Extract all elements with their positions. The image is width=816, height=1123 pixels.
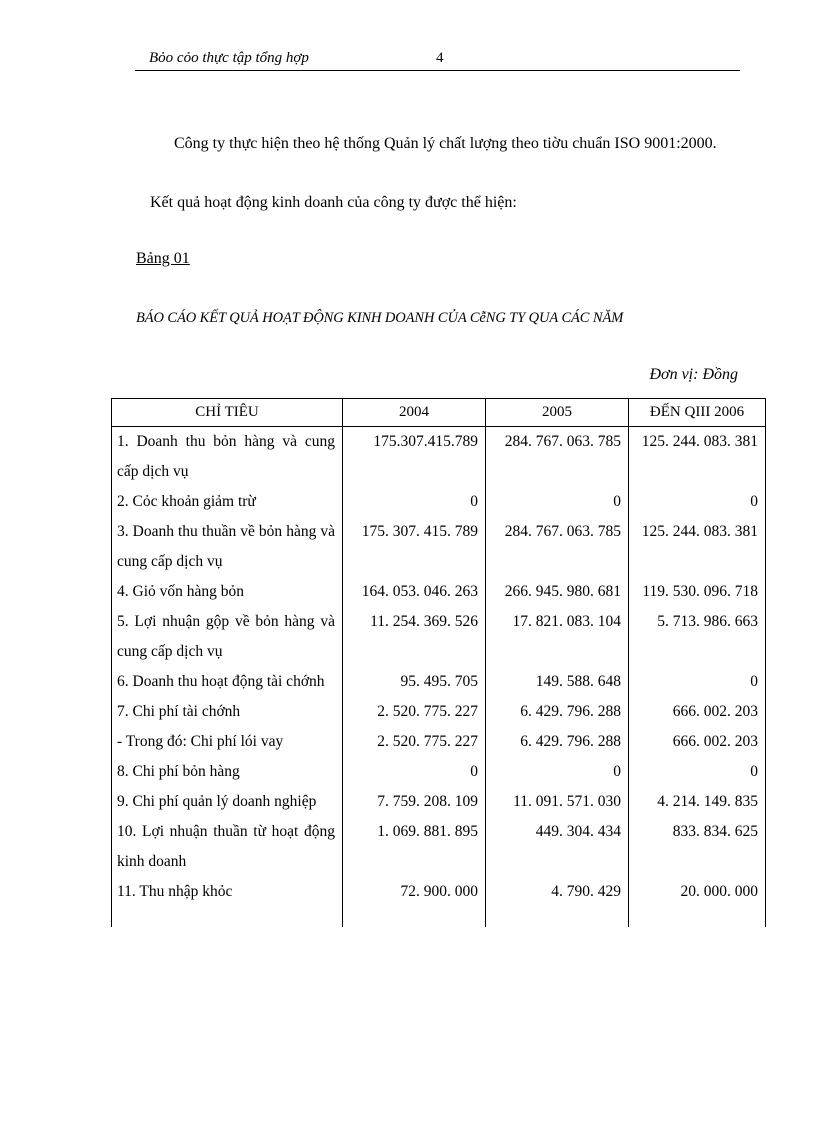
paragraph-iso: Công ty thực hiện theo hệ thống Quản lý chất lượng theo tiờu chuẩn ISO 9001:2000. — [174, 135, 717, 152]
value-2005: 266. 945. 980. 681 — [486, 577, 629, 607]
row-label: 10. Lợi nhuận thuần từ hoạt động kinh doanh — [112, 817, 343, 877]
value-2004: 2. 520. 775. 227 — [343, 697, 486, 727]
table-row — [112, 607, 766, 667]
unit-label: Đơn vị: Đồng — [649, 366, 738, 383]
value-2005: 6. 429. 796. 288 — [486, 697, 629, 727]
empty-cell — [343, 907, 486, 927]
row-label: 11. Thu nhập khỏc — [112, 877, 343, 907]
value-2004: 175. 307. 415. 789 — [343, 517, 486, 577]
table-row — [112, 487, 766, 517]
value-2005: 284. 767. 063. 785 — [486, 427, 629, 488]
value-2005: 449. 304. 434 — [486, 817, 629, 877]
value-2004: 1. 069. 881. 895 — [343, 817, 486, 877]
value-2004: 175.307.415.789 — [343, 427, 486, 488]
row-label: 8. Chi phí bỏn hàng — [112, 757, 343, 787]
value-2006: 4. 214. 149. 835 — [629, 787, 766, 817]
header-2004: 2004 — [343, 399, 486, 427]
report-title: BÁO CÁO KẾT QUẢ HOẠT ĐỘNG KINH DOANH CỦA CễNG TY QUA CÁC NĂM — [136, 310, 624, 326]
table-header-row — [112, 399, 766, 427]
page-header — [135, 48, 740, 71]
value-2004: 164. 053. 046. 263 — [343, 577, 486, 607]
value-2006: 666. 002. 203 — [629, 727, 766, 757]
table-row — [112, 577, 766, 607]
table-row — [112, 667, 766, 697]
value-2006: 666. 002. 203 — [629, 697, 766, 727]
empty-cell — [112, 907, 343, 927]
table-row — [112, 817, 766, 877]
row-label: 6. Doanh thu hoạt động tài chớnh — [112, 667, 343, 697]
table-row — [112, 427, 766, 488]
value-2006: 0 — [629, 487, 766, 517]
row-label: 1. Doanh thu bỏn hàng và cung cấp dịch vụ — [112, 427, 343, 488]
row-label: 5. Lợi nhuận gộp về bỏn hàng và cung cấp dịch vụ — [112, 607, 343, 667]
header-2006: ĐẾN QIII 2006 — [629, 399, 766, 427]
page-number: 4 — [436, 50, 444, 66]
value-2006: 119. 530. 096. 718 — [629, 577, 766, 607]
row-label: 4. Giỏ vốn hàng bỏn — [112, 577, 343, 607]
header-title: Bỏo cỏo thực tập tổng hợp — [149, 50, 309, 66]
header-2005: 2005 — [486, 399, 629, 427]
value-2005: 0 — [486, 757, 629, 787]
business-results-table — [111, 398, 766, 927]
value-2006: 125. 244. 083. 381 — [629, 517, 766, 577]
empty-cell — [629, 907, 766, 927]
value-2005: 17. 821. 083. 104 — [486, 607, 629, 667]
paragraph-results-intro: Kết quả hoạt động kinh doanh của công ty được thể hiện: — [150, 194, 517, 211]
value-2006: 833. 834. 625 — [629, 817, 766, 877]
table-row — [112, 517, 766, 577]
value-2005: 149. 588. 648 — [486, 667, 629, 697]
value-2006: 0 — [629, 667, 766, 697]
value-2004: 0 — [343, 487, 486, 517]
value-2005: 284. 767. 063. 785 — [486, 517, 629, 577]
table-row — [112, 757, 766, 787]
value-2005: 0 — [486, 487, 629, 517]
table-row — [112, 877, 766, 907]
row-label: 7. Chi phí tài chớnh — [112, 697, 343, 727]
table-row — [112, 697, 766, 727]
row-label: - Trong đó: Chi phí lói vay — [112, 727, 343, 757]
value-2005: 6. 429. 796. 288 — [486, 727, 629, 757]
value-2006: 125. 244. 083. 381 — [629, 427, 766, 488]
value-2004: 11. 254. 369. 526 — [343, 607, 486, 667]
table-row — [112, 727, 766, 757]
table-continuation — [112, 907, 766, 927]
value-2006: 20. 000. 000 — [629, 877, 766, 907]
row-label: 2. Cỏc khoản giảm trừ — [112, 487, 343, 517]
table-label: Bảng 01 — [136, 250, 190, 267]
value-2005: 11. 091. 571. 030 — [486, 787, 629, 817]
value-2006: 0 — [629, 757, 766, 787]
header-indicator: CHỈ TIÊU — [112, 399, 343, 427]
empty-cell — [486, 907, 629, 927]
value-2004: 2. 520. 775. 227 — [343, 727, 486, 757]
value-2005: 4. 790. 429 — [486, 877, 629, 907]
row-label: 9. Chi phí quản lý doanh nghiệp — [112, 787, 343, 817]
value-2006: 5. 713. 986. 663 — [629, 607, 766, 667]
value-2004: 7. 759. 208. 109 — [343, 787, 486, 817]
value-2004: 0 — [343, 757, 486, 787]
value-2004: 95. 495. 705 — [343, 667, 486, 697]
table-row — [112, 787, 766, 817]
value-2004: 72. 900. 000 — [343, 877, 486, 907]
row-label: 3. Doanh thu thuần về bỏn hàng và cung cấp dịch vụ — [112, 517, 343, 577]
